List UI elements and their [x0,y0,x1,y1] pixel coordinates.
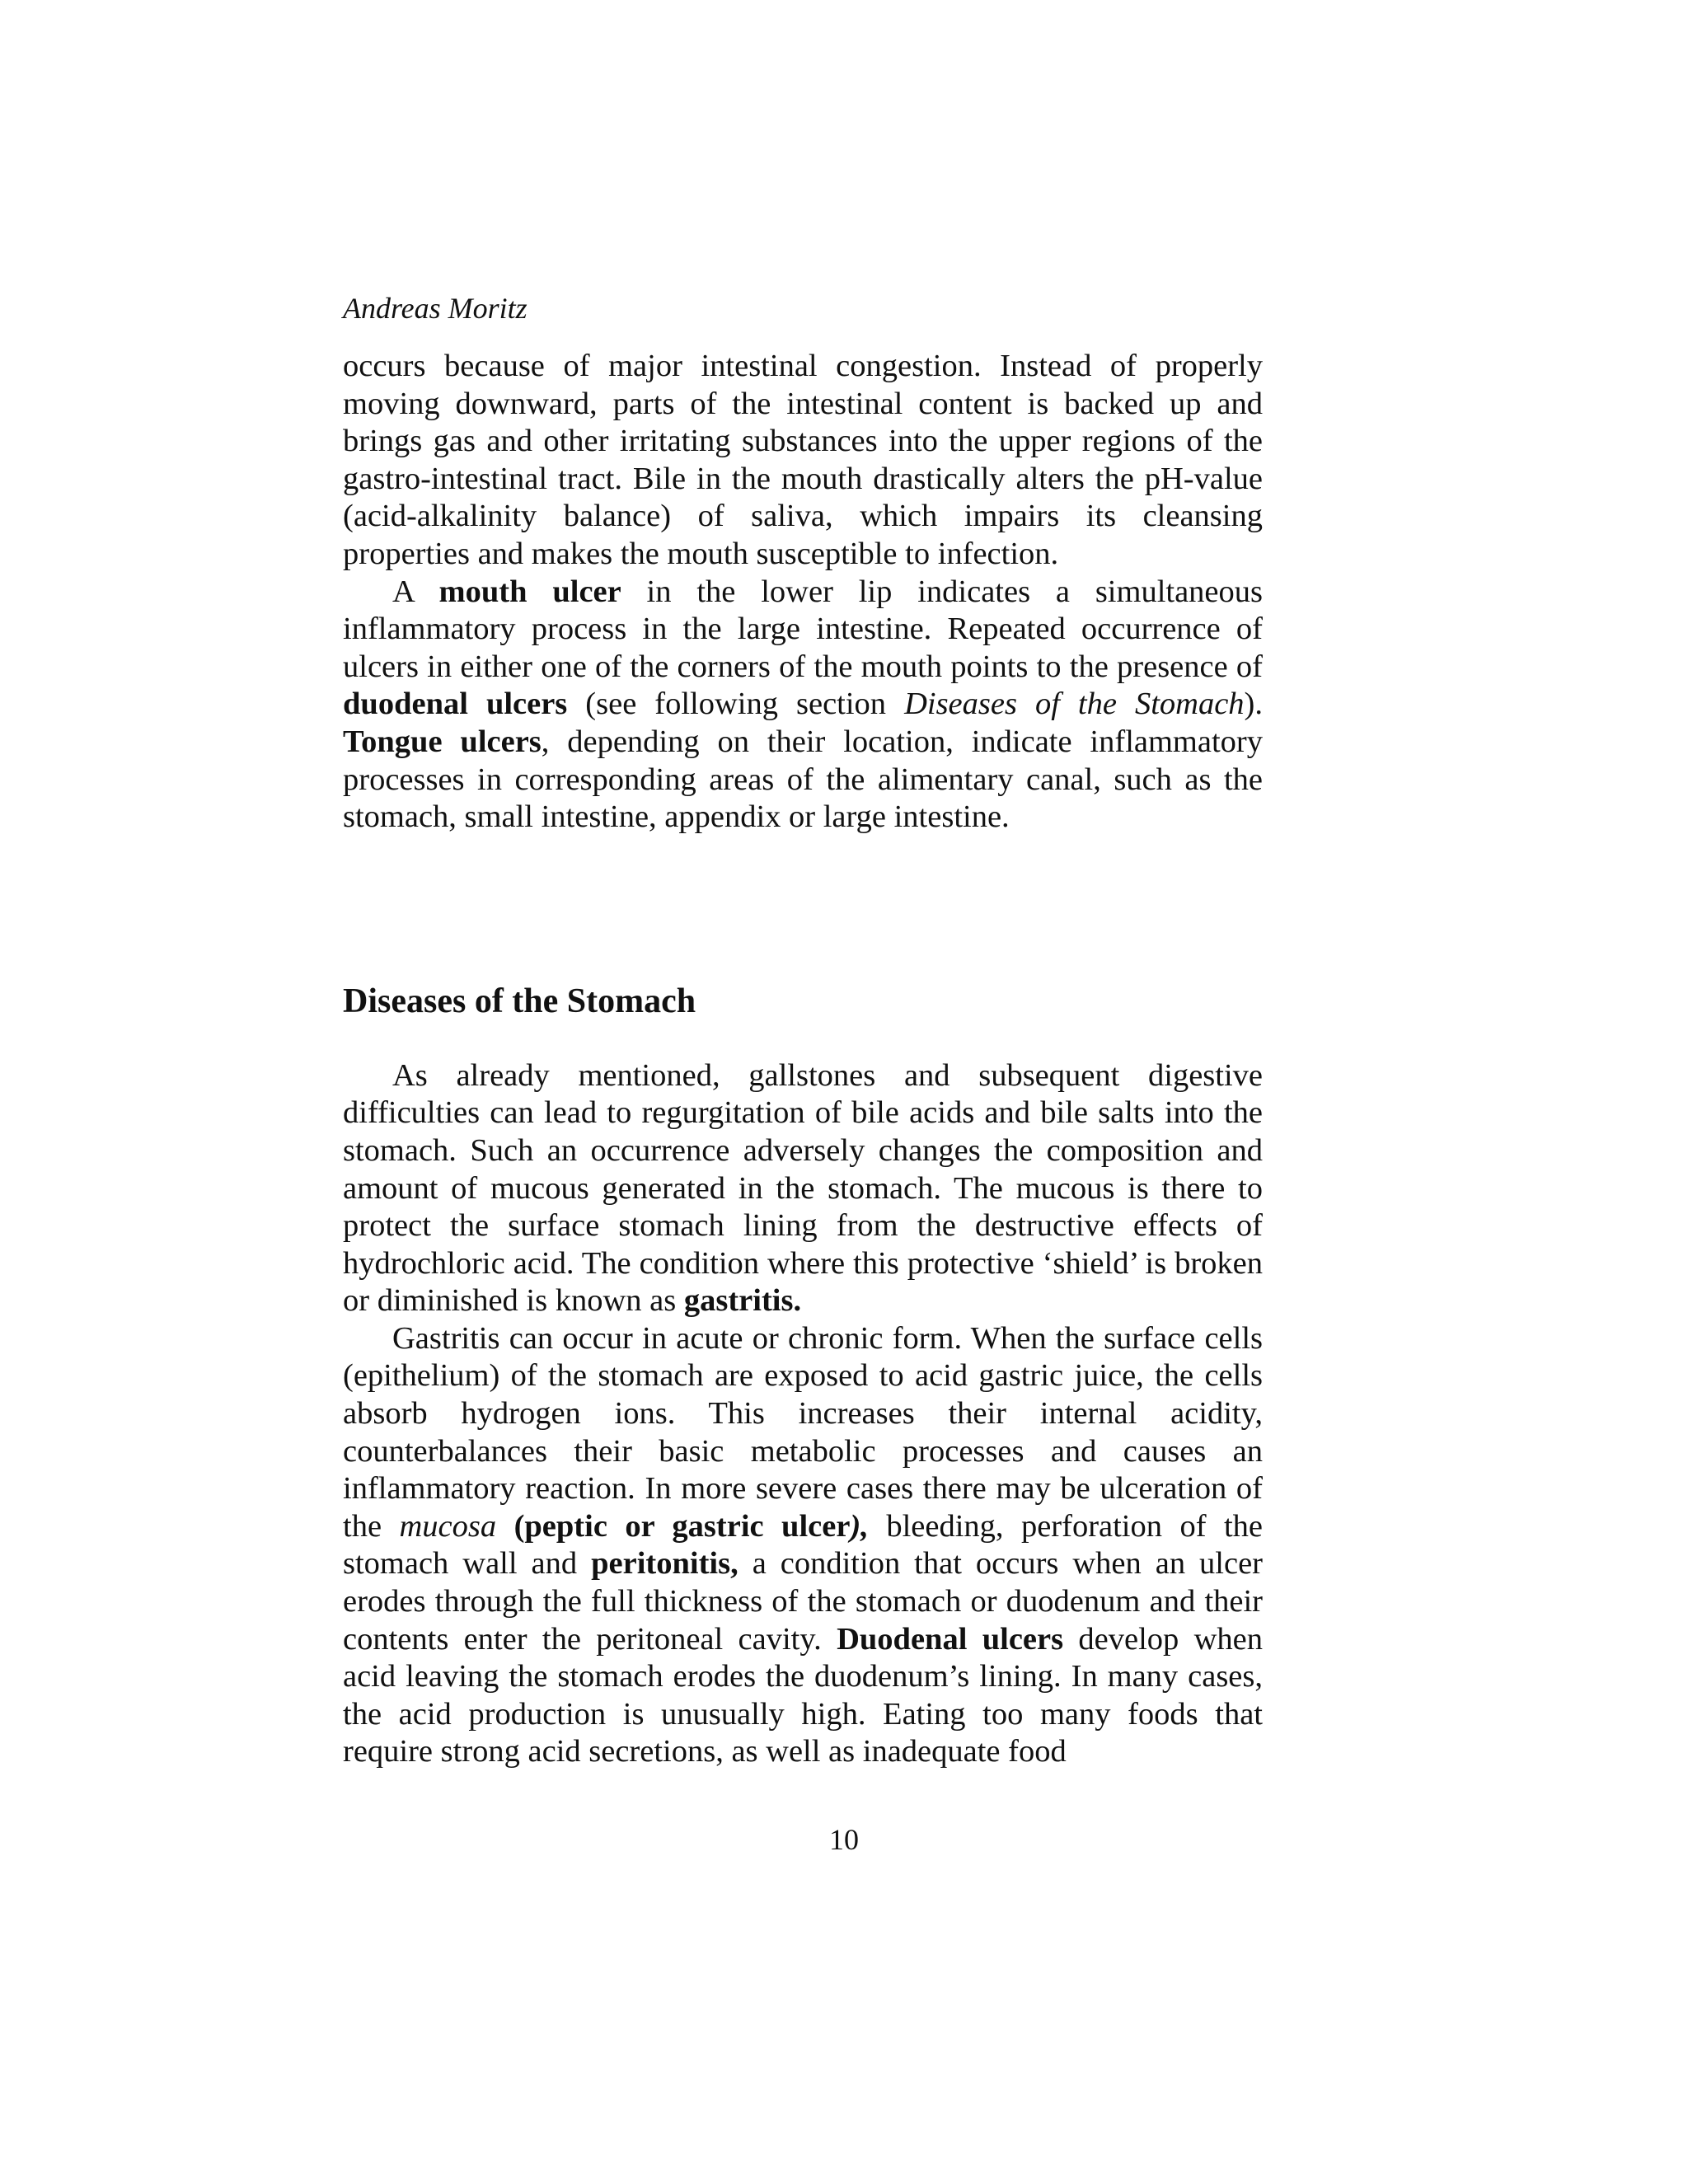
term-mucosa: mucosa [399,1508,497,1544]
running-head-author: Andreas Moritz [343,292,528,325]
text-run: (see following section [567,687,905,722]
text-run: ). [1244,687,1263,722]
closing-paren: ), [850,1508,869,1544]
page-number: 10 [829,1823,859,1856]
cross-reference-section: Diseases of the Stomach [904,687,1245,722]
term-peptic-ulcer-close [850,1509,868,1544]
term-gastritis: gastritis. [683,1283,802,1319]
text-run: Gastritis can occur in acute or chronic form. When the surface cells (epithelium) of the stomach are exposed to acid gastric juice, the cells absorb hydrogen ions. This increases their internal acidity, counterbalances their basic metabolic processes and causes an inflammatory reaction. In more severe cases there may be ulceration of the [343,1320,1263,1544]
text-run: a condition that occurs when an ulcer erodes through the full thickness of the stomach or duodenum and their contents enter the peritoneal cavity. [343,1546,1263,1657]
term-mouth-ulcer: mouth ulcer [438,574,621,609]
text-run: develop when acid leaving the stomach erodes the duodenum’s lining. In many cases, the acid production is unusually high. Eating too many foods that require strong acid secretions, as well as inadequate food [343,1621,1264,1769]
book-page [343,290,1263,1771]
spacer [343,837,1263,980]
text-run: , depending on their location, indicate inflammatory processes in corresponding areas of the alimentary canal, such as the stomach, small intestine, appendix or large intestine. [343,724,1263,835]
text-run: bleeding, perforation of the stomach wall and [343,1508,1263,1582]
stomach-paragraph-2 [343,1320,1263,1771]
stomach-paragraph-1 [343,1057,1263,1320]
term-peptic-ulcer: (peptic or gastric ulcer [513,1508,851,1544]
mouth-ulcer-paragraph [343,574,1263,837]
term-duodenal-ulcers: Duodenal ulcers [837,1621,1064,1657]
term-duodenal-ulcers: duodenal ulcers [343,687,568,722]
text-run [496,1509,513,1544]
term-peritonitis: peritonitis, [591,1546,738,1582]
text-run: A [392,574,439,609]
text-run: in the lower lip indicates a simultaneous inflammatory process in the large intestine. Repeated occurrence of ulcers in either one of the corners of the mouth points to the presence of [343,574,1263,684]
section-heading: Diseases of the Stomach [343,982,696,1020]
term-tongue-ulcers: Tongue ulcers [343,724,542,759]
intro-paragraph: occurs because of major intestinal congestion. Instead of properly moving downward, parts of the intestinal content is backed up and brings gas and other irritating substances into the upper regions of the gastro-intestinal tract. Bile in the mouth drastically alters the pH-value (acid-alkalinity balance) of saliva, which impairs its cleansing properties and makes the mouth susceptible to infection. [343,349,1263,571]
spacer [343,1023,1263,1057]
text-run: As already mentioned, gallstones and subsequent digestive difficulties can lead to regurgitation of bile acids and bile salts into the stomach. Such an occurrence adversely changes the composition and amount of mucous generated in the stomach. The mucous is there to protect the surface stomach lining from the destructive effects of hydrochloric acid. The condition where this protective ‘shield’ is broken or diminished is known as [343,1057,1263,1319]
